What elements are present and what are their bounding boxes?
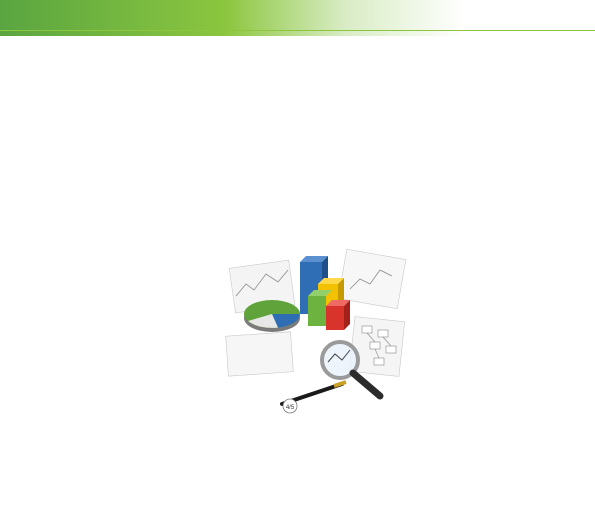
svg-text:4/5: 4/5 (285, 405, 295, 411)
badge-icon (283, 399, 297, 413)
header-rule (0, 30, 595, 31)
pie-chart (244, 300, 300, 332)
bar-chart (300, 256, 350, 330)
data-analysis-illustration (222, 234, 412, 424)
